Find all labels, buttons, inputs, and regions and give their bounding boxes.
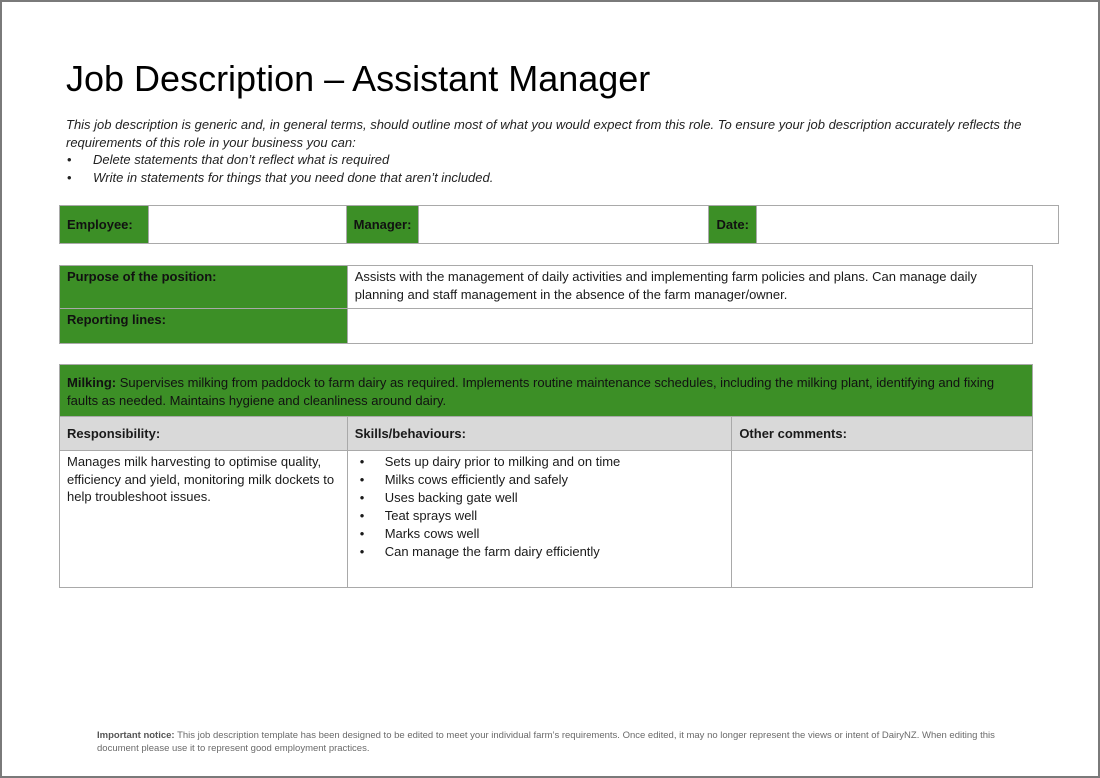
employee-field[interactable] [148, 206, 346, 244]
column-header-skills: Skills/behaviours: [347, 417, 732, 451]
purpose-label: Purpose of the position: [60, 266, 348, 309]
intro-bullet: • Delete statements that don’t reflect what is required [66, 151, 1026, 169]
skill-item: • Sets up dairy prior to milking and on time [355, 453, 725, 471]
other-comments-cell[interactable] [732, 451, 1033, 588]
employee-label: Employee: [60, 206, 149, 244]
notice-text: This job description template has been designed to be edited to meet your individual farm’s requirements. Once edited, it may no longer represent the views or intent of DairyNZ. When editing this document please use it to represent good employment practices. [97, 730, 995, 754]
position-table [59, 265, 1033, 344]
skill-item: • Marks cows well [355, 525, 725, 543]
skills-cell[interactable] [347, 451, 732, 588]
purpose-value[interactable]: Assists with the management of daily activities and implementing farm policies and plans. Can manage daily planning and staff management in the absence of the farm manager/owner. [347, 266, 1032, 309]
skill-item: • Teat sprays well [355, 507, 725, 525]
reporting-lines-label: Reporting lines: [60, 309, 348, 344]
column-header-responsibility: Responsibility: [60, 417, 348, 451]
milking-table [59, 364, 1033, 588]
intro-bullet: • Write in statements for things that you need done that aren’t included. [66, 169, 1026, 187]
employee-table [59, 205, 1059, 244]
column-header-other-comments: Other comments: [732, 417, 1033, 451]
intro-bullet-list [66, 151, 1026, 186]
intro-text: This job description is generic and, in general terms, should outline most of what you would expect from this role. To ensure your job description accurately reflects the requirements of this role in your business you can: [66, 117, 1022, 150]
milking-description: Supervises milking from paddock to farm dairy as required. Implements routine maintenance schedules, including the milking plant, identifying and fixing faults as needed. Maintains hygiene and cleanliness around dairy. [67, 375, 995, 408]
date-label: Date: [709, 206, 757, 244]
manager-field[interactable] [419, 206, 709, 244]
page-title: Job Description – Assistant Manager [66, 58, 651, 99]
milking-label: Milking: [67, 375, 117, 390]
date-field[interactable] [757, 206, 1059, 244]
skill-item: • Uses backing gate well [355, 489, 725, 507]
skills-list [355, 453, 725, 561]
milking-section-header [60, 365, 1033, 417]
manager-label: Manager: [346, 206, 419, 244]
skill-item: • Can manage the farm dairy efficiently [355, 543, 725, 561]
reporting-lines-field[interactable] [347, 309, 1032, 344]
intro-block [66, 116, 1026, 186]
important-notice [97, 729, 1007, 755]
responsibility-cell[interactable]: Manages milk harvesting to optimise quality, efficiency and yield, monitoring milk dockets to help troubleshoot issues. [60, 451, 348, 588]
notice-label: Important notice: [97, 730, 175, 741]
skill-item: • Milks cows efficiently and safely [355, 471, 725, 489]
